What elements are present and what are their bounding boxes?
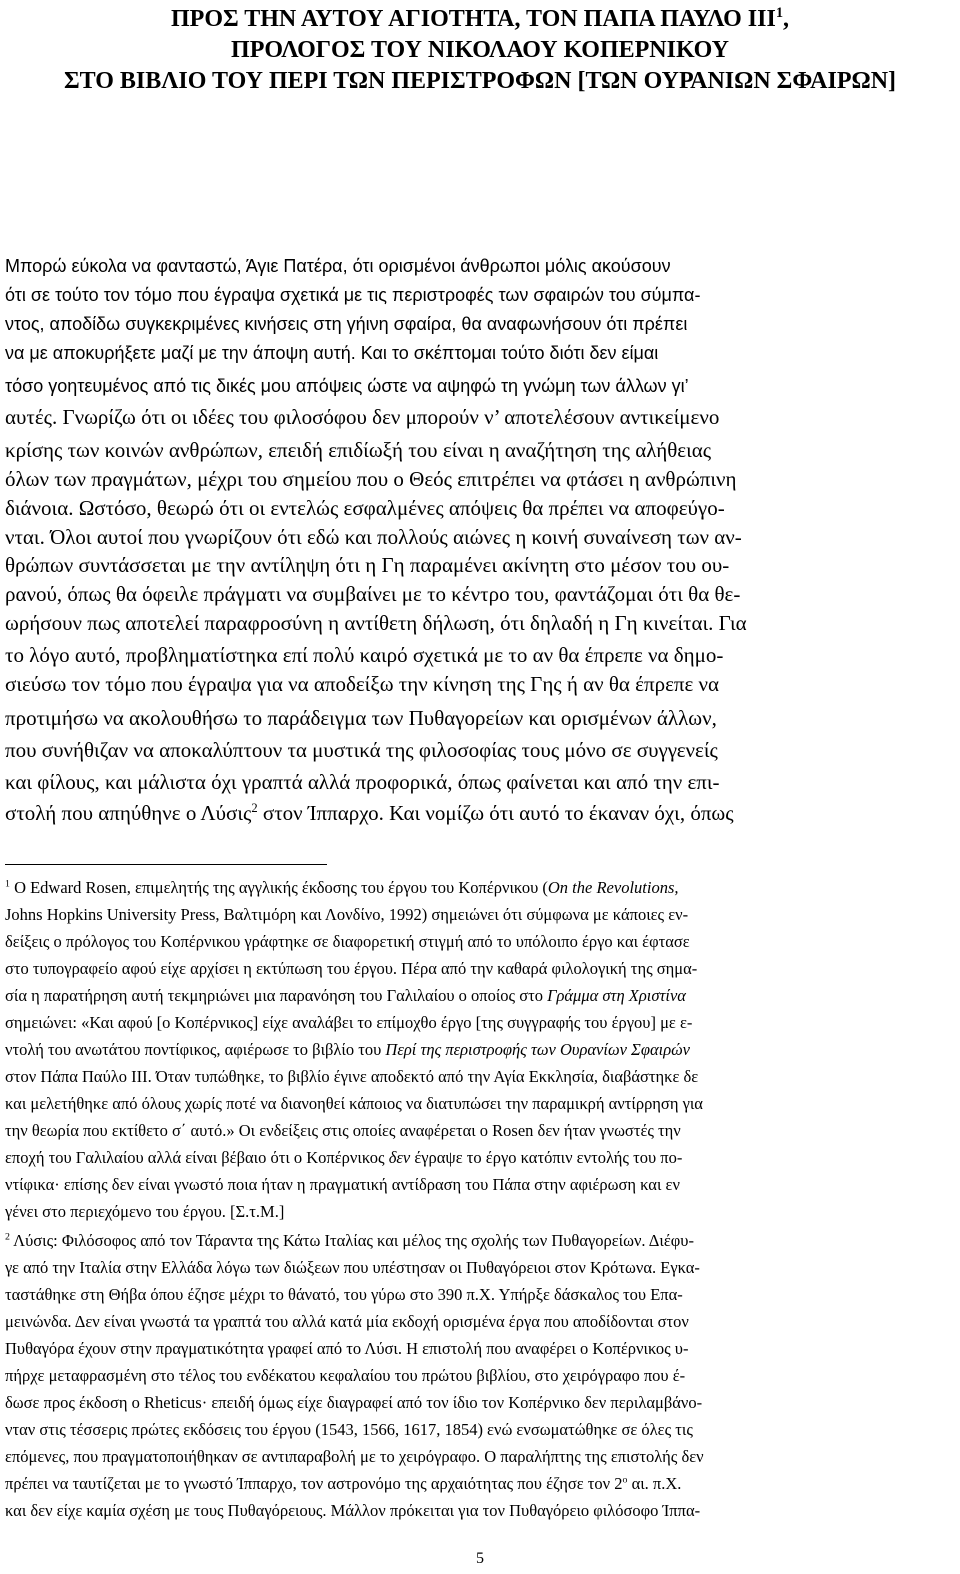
body-line: ωρήσουν πως αποτελεί παραφροσύνη η αντίθετη δήλωση, ότι δηλαδή η Γη κινείται. Για bbox=[5, 611, 747, 635]
body-line: διάνοια. Ωστόσο, θεωρώ ότι οι εντελώς εσφαλμένες απόψεις θα πρέπει να αποφεύγο- bbox=[5, 496, 725, 520]
footnote-2-line: γε από την Ιταλία στην Ελλάδα λόγω των διώξεων που υπέστησαν οι Πυθαγόρειοι στον Κρότωνα. Εγκα- bbox=[5, 1258, 700, 1277]
footnote-1-line: και μελετήθηκε από όλους χωρίς ποτέ να διανοηθεί κάποιος να διατυπώσει την παραμικρή αντίρρηση για bbox=[5, 1094, 703, 1113]
footnote-2-line: ταστάθηκε στη Θήβα όπου έζησε μέχρι το θάνατό, του γύρω στο 390 π.Χ. Υπήρξε δάσκαλος του Επα- bbox=[5, 1285, 683, 1304]
footnote-2-line: δωσε προς έκδοση ο Rheticus· επειδή όμως είχε διαγραφεί από τον ίδιο τον Κοπέρνικο δεν περιλαμβάνο- bbox=[5, 1393, 703, 1412]
footnote-2-line: Πυθαγόρα έχουν στην πραγματικότητα γραφεί από το Λύσι. Η επιστολή που αναφέρει ο Κοπέρνικος υ- bbox=[5, 1339, 689, 1358]
body-line: θρώπων συντάσσεται με την αντίληψη ότι η Γη παραμένει ακίνητη στο μέσον του ου- bbox=[5, 553, 730, 577]
body-line: και φίλους, και μάλιστα όχι γραπτά αλλά προφορικά, όπως φαίνεται και από την επι- bbox=[5, 770, 720, 794]
body-line: προτιμήσω να ακολουθήσω το παράδειγμα των Πυθαγορείων και ορισμένων άλλων, bbox=[5, 706, 717, 730]
footnote-2-line: πήρχε μεταφρασμένη στο τέλος του ενδέκατου κεφαλαίου του πρώτου βιβλίου, στο χειρόγραφο που έ- bbox=[5, 1366, 686, 1385]
title-line-2: ΠΡΟΛΟΓΟΣ ΤΟΥ ΝΙΚΟΛΑΟΥ ΚΟΠΕΡΝΙΚΟΥ bbox=[231, 37, 729, 63]
footnote-1-line: $^1$ Ο Edward Rosen, επιμελητής της αγγλικής έκδοσης του έργου του Κοπέρνικου (On the Revolutions, bbox=[5, 878, 679, 897]
body-line: το λόγο αυτό, προβληματίστηκα επί πολύ καιρό σχετικά με το αν θα έπρεπε να δημο- bbox=[5, 643, 724, 667]
body-line: αυτές. Γνωρίζω ότι οι ιδέες του φιλοσόφου δεν μπορούν ν’ αποτελέσουν αντικείμενο bbox=[5, 405, 720, 429]
body-line: στολή που απηύθηνε ο Λύσις$^2$ στον Ίππαρχο. Και νομίζω ότι αυτό το έκαναν όχι, όπως bbox=[5, 801, 734, 825]
footnote-1-line: σημειώνει: «Και αφού [ο Κοπέρνικος] είχε αναλάβει το επίμοχθο έργο [της συγγραφής του έργου] με ε- bbox=[5, 1013, 693, 1032]
body-line: να με αποκυρήξετε μαζί με την άποψη αυτή. Και το σκέπτομαι τούτο διότι δεν είμαι bbox=[5, 343, 659, 363]
footnote-2-line: επόμενες, που πραγματοποιήθηκαν σε αντιπαραβολή με το χειρόγραφο. Ο παραλήπτης της επιστολής δεν bbox=[5, 1447, 704, 1466]
body-line: ντος, αποδίδω συγκεκριμένες κινήσεις στη γήινη σφαίρα, θα αναφωνήσουν ότι πρέπει bbox=[5, 314, 688, 334]
footnote-1-line: στο τυπογραφείο αφού είχε αρχίσει η εκτύπωση του έργου. Πέρα από την καθαρά φιλολογική της σημα- bbox=[5, 959, 698, 978]
page-number: 5 bbox=[476, 1550, 484, 1567]
footnote-1-line: την θεωρία που εκτίθετο σ΄ αυτό.» Οι ενδείξεις στις οποίες αναφέρεται ο Rosen δεν ήταν γνωστές την bbox=[5, 1121, 681, 1140]
footnote-1-line: γένει στο περιεχόμενο του έργου. [Σ.τ.Μ.] bbox=[5, 1202, 285, 1221]
footnote-ref-2: 2 bbox=[251, 801, 258, 815]
footnote-2-line: πρέπει να ταυτίζεται με το γνωστό Ίππαρχο, τον αστρονόμο της αρχαιότητας που έζησε τον $2^o$ αι. π.Χ. bbox=[5, 1474, 682, 1493]
body-line: ότι σε τούτο τον τόμο που έγραψα σχετικά με τις περιστροφές των σφαιρών του σύμπα- bbox=[5, 285, 701, 305]
title-line-1: ΠΡΟΣ ΤΗΝ ΑΥΤΟΥ ΑΓΙΟΤΗΤΑ, ΤΟΝ ΠΑΠΑ ΠΑΥΛΟ ΙΙΙ$^1$, bbox=[170, 5, 790, 32]
footnote-1-line: ντίφικα· επίσης δεν είναι γνωστό ποια ήταν η πραγματική αντίδραση του Πάπα στην αφιέρωση και εν bbox=[5, 1175, 680, 1194]
body-line: σιεύσω τον τόμο που έγραψα για να αποδείξω την κίνηση της Γης ή αν θα έπρεπε να bbox=[5, 672, 720, 696]
footnote-1-line: εποχή του Γαλιλαίου αλλά είναι βέβαιο ότι ο Κοπέρνικος δεν έγραψε το έργο κατόπιν εντολής του πο- bbox=[5, 1148, 683, 1167]
body-line: όλων των πραγμάτων, μέχρι του σημείου που ο Θεός επιτρέπει να φτάσει η ανθρώπινη bbox=[5, 467, 737, 491]
title-line-3: ΣΤΟ ΒΙΒΛΙΟ ΤΟΥ ΠΕΡΙ ΤΩΝ ΠΕΡΙΣΤΡΟΦΩΝ [ΤΩΝ ΟΥΡΑΝΙΩΝ ΣΦΑΙΡΩΝ] bbox=[63, 68, 897, 94]
body-line: Μπορώ εύκολα να φανταστώ, Άγιε Πατέρα, ότι ορισμένοι άνθρωποι μόλις ακούσουν bbox=[5, 256, 671, 276]
footnote-2-line: και δεν είχε καμία σχέση με τους Πυθαγόρειους. Μάλλον πρόκειται για τον Πυθαγόρειο φιλόσοφο Ίππα- bbox=[5, 1501, 701, 1520]
footnote-1-line: δείξεις ο πρόλογος του Κοπέρνικου γράφτηκε σε διαφορετική στιγμή από το υπόλοιπο έργο και έφτασε bbox=[5, 932, 690, 951]
footnote-2-line: μεινώνδα. Δεν είναι γνωστά τα γραπτά του αλλά κατά μία εκδοχή ορισμένα έργα που αποδίδονται στον bbox=[5, 1312, 689, 1331]
footnote-separator bbox=[5, 864, 327, 865]
footnote-1-line: Johns Hopkins University Press, Βαλτιμόρη και Λονδίνο, 1992) σημειώνει ότι σύμφωνα με κάποιες εν- bbox=[5, 905, 689, 924]
body-line: κρίσης των κοινών ανθρώπων, επειδή επιδίωξή του είναι η αναζήτηση της αλήθειας bbox=[5, 438, 712, 462]
footnote-1-line: ντολή του ανωτάτου ποντίφικος, αφιέρωσε το βιβλίο του Περί της περιστροφής των Ουρανίων Σφαιρών bbox=[5, 1040, 690, 1059]
footnote-2-line: νταν στις τέσσερις πρώτες εκδόσεις του έργου (1543, 1566, 1617, 1854) ενώ ενσωματώθηκε σε όλες τις bbox=[5, 1420, 693, 1439]
body-line: ρανού, όπως θα όφειλε πράγματι να συμβαίνει με το κέντρο του, φαντάζομαι ότι θα θε- bbox=[5, 582, 741, 606]
footnote-1-line: στον Πάπα Παύλο ΙΙΙ. Όταν τυπώθηκε, το βιβλίο έγινε αποδεκτό από την Αγία Εκκλησία, διαβάστηκε δε bbox=[5, 1067, 699, 1086]
footnote-ref-1: 1 bbox=[775, 5, 784, 21]
body-line: τόσο γοητευμένος από τις δικές μου απόψεις ώστε να αψηφώ τη γνώμη των άλλων γι’ bbox=[5, 376, 689, 396]
footnote-2-line: $^2$ Λύσις: Φιλόσοφος από τον Τάραντα της Κάτω Ιταλίας και μέλος της σχολής των Πυθαγορείων. Διέφυ- bbox=[5, 1231, 694, 1250]
footnote-1-line: σία η παρατήρηση αυτή τεκμηριώνει μια παρανόηση του Γαλιλαίου ο οποίος στο Γράμμα στη Χριστίνα bbox=[5, 986, 686, 1005]
body-line: που συνήθιζαν να αποκαλύπτουν τα μυστικά της φιλοσοφίας τους μόνο σε συγγενείς bbox=[5, 738, 718, 762]
body-line: νται. Όλοι αυτοί που γνωρίζουν ότι εδώ και πολλούς αιώνες η κοινή συναίνεση των αν- bbox=[5, 525, 742, 549]
